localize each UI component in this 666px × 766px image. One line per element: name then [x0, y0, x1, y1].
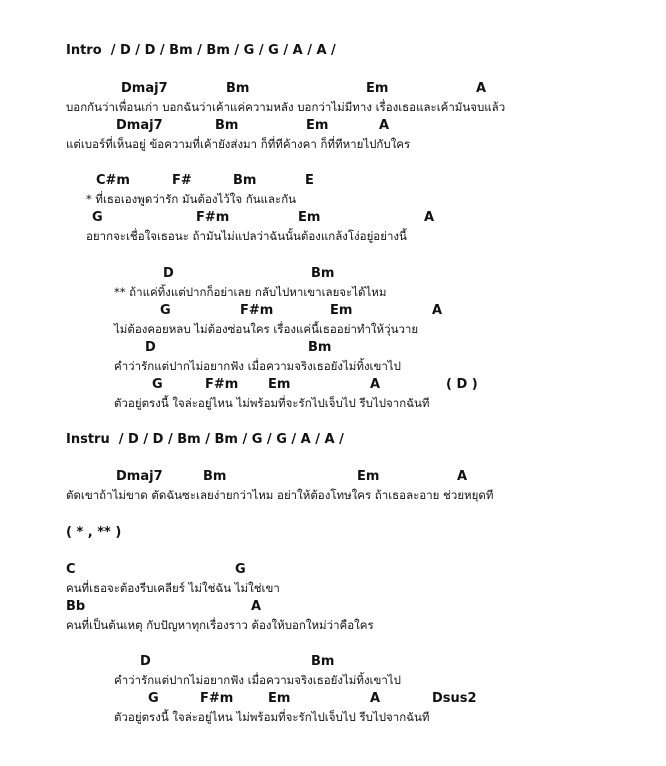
instru-line: Instru / D / D / Bm / Bm / G / G / A / A / [66, 432, 344, 447]
chord: A [379, 118, 390, 133]
chord: Em [268, 377, 291, 392]
lyric-line: แต่เบอร์ที่เห็นอยู่ ข้อความที่เค้ายังส่งมา ก็ที่ทีค้างคา ก็ที่ทีหายไปกับใคร [66, 137, 411, 151]
chord: Dmaj7 [121, 81, 168, 96]
chord: D [163, 266, 174, 281]
lyric-line: ตัวอยู่ตรงนี้ ใจล่ะอยู่ไหน ไม่พร้อมที่จะรักไปเจ็บไป รีบไปจากฉันที [114, 710, 430, 724]
chord: D [145, 340, 156, 355]
chord: Em [306, 118, 329, 133]
lyric-line: * ที่เธอเองพูดว่ารัก มันต้องไว้ใจ กันและกัน [86, 192, 297, 206]
chord: D [140, 654, 151, 669]
chord: F#m [196, 210, 230, 225]
chord: Bm [311, 654, 335, 669]
repeat-marker: ( * , ** ) [66, 525, 122, 540]
lyric-line: ไม่ต้องคอยหลบ ไม่ต้องซ่อนใคร เรื่องแค่นี้เธออย่าทำให้วุ่นวาย [114, 322, 419, 336]
chord: ( D ) [446, 377, 478, 392]
chord: G [148, 691, 159, 706]
chord: Bm [233, 173, 257, 188]
chord: Em [366, 81, 389, 96]
intro-line: Intro / D / D / Bm / Bm / G / G / A / A / [66, 43, 336, 58]
lyric-line: อยากจะเชื่อใจเธอนะ ถ้ามันไม่แปลว่าฉันนั้นต้องแกล้งโง่อยู่อย่างนี้ [86, 229, 407, 243]
chord: A [432, 303, 443, 318]
chord: Em [357, 469, 380, 484]
chord: Em [268, 691, 291, 706]
chord: A [424, 210, 435, 225]
lyric-line: บอกกันว่าเพื่อนเก่า บอกฉันว่าเค้าแค่ความหลัง บอกว่าไม่มีทาง เรื่องเธอและเค้ามันจบแล้ว [66, 100, 506, 114]
chord: F# [172, 173, 192, 188]
chord: F#m [205, 377, 239, 392]
chord: F#m [240, 303, 274, 318]
lyric-line: คนที่เป็นต้นเหตุ กับปัญหาทุกเรื่องราว ต้องให้บอกใหม่ว่าคือใคร [66, 618, 374, 632]
chord: Bb [66, 599, 86, 614]
chord: Em [298, 210, 321, 225]
chord: A [457, 469, 468, 484]
chord: G [160, 303, 171, 318]
chord: Em [330, 303, 353, 318]
chord: A [370, 377, 381, 392]
lyric-line: ตัดเขาถ้าไม่ขาด ตัดฉันซะเลยง่ายกว่าไหม อย่าให้ต้องโทษใคร ถ้าเธอละอาย ช่วยหยุดที [66, 488, 494, 502]
chord: G [92, 210, 103, 225]
chord: G [235, 562, 246, 577]
lyric-line: คำว่ารักแต่ปากไม่อยากฟัง เมื่อความจริงเธอยังไม่ทิ้งเขาไป [114, 359, 401, 373]
chord: A [370, 691, 381, 706]
chord: C#m [96, 173, 130, 188]
chord: Bm [203, 469, 227, 484]
lyric-line: ** ถ้าแค่ทิ้งแต่ปากก็อย่าเลย กลับไปหาเขาเลยจะได้ไหม [114, 285, 387, 299]
chord: C [66, 562, 76, 577]
chord: A [251, 599, 262, 614]
chord: A [476, 81, 487, 96]
chord: Bm [308, 340, 332, 355]
chord: F#m [200, 691, 234, 706]
chord: Dmaj7 [116, 469, 163, 484]
chord: Bm [215, 118, 239, 133]
chord: Bm [226, 81, 250, 96]
chord: E [305, 173, 314, 188]
lyric-line: ตัวอยู่ตรงนี้ ใจล่ะอยู่ไหน ไม่พร้อมที่จะรักไปเจ็บไป รีบไปจากฉันที [114, 396, 430, 410]
chord: Bm [311, 266, 335, 281]
chord: Dmaj7 [116, 118, 163, 133]
chord: G [152, 377, 163, 392]
chord: Dsus2 [432, 691, 477, 706]
lyric-line: คนที่เธอจะต้องรีบเคลียร์ ไม่ใช่ฉัน ไม่ใช่เขา [66, 581, 280, 595]
lyric-line: คำว่ารักแต่ปากไม่อยากฟัง เมื่อความจริงเธอยังไม่ทิ้งเขาไป [114, 673, 401, 687]
